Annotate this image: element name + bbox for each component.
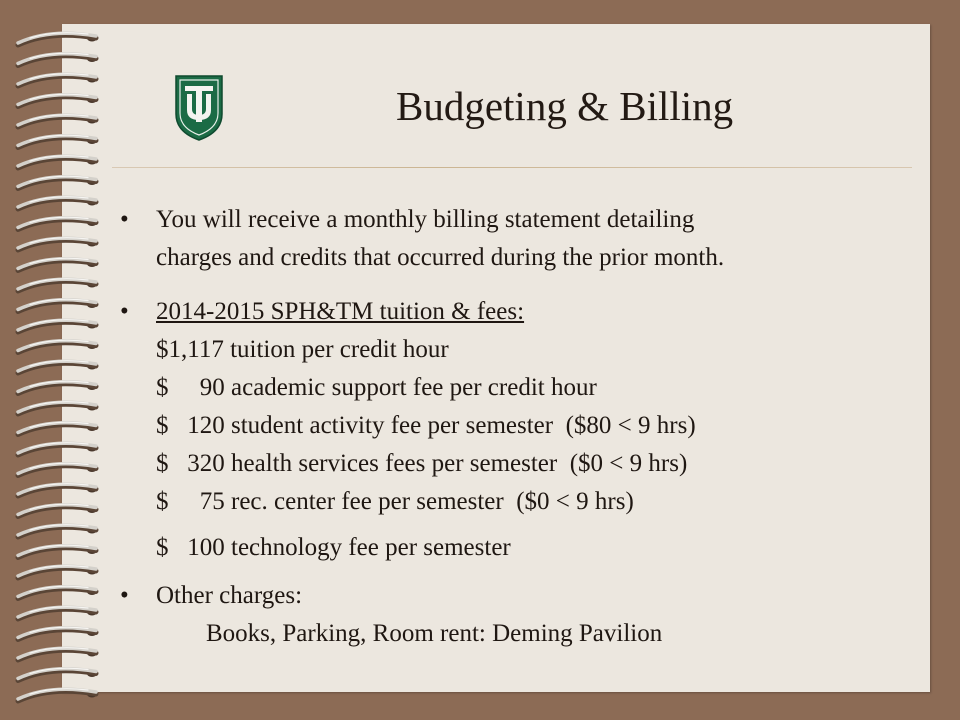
billing-line-1: You will receive a monthly billing statement detailing (156, 206, 695, 233)
fee-line-technology: $ 100 technology fee per semester (156, 534, 511, 561)
bullet-item-other-charges (120, 576, 910, 656)
spiral-coil (18, 504, 97, 516)
bullet-marker: • (120, 206, 129, 233)
spiral-coil (18, 443, 97, 455)
spiral-coil (18, 607, 97, 619)
tulane-shield-logo (174, 74, 224, 142)
other-charges-heading: Other charges: (156, 582, 303, 609)
spiral-coil (18, 689, 97, 701)
spiral-coil (18, 299, 97, 311)
spiral-coil (18, 94, 97, 106)
other-charges-detail: Books, Parking, Room rent: Deming Pavilion (156, 620, 663, 647)
spiral-coil (18, 279, 97, 291)
spiral-coil (18, 381, 97, 393)
spiral-coil (18, 156, 97, 168)
spiral-coil (18, 627, 97, 639)
spiral-binding (0, 0, 124, 720)
fee-line-health-services: $ 320 health services fees per semester ($0 < 9 hrs) (156, 450, 688, 477)
spiral-coil (18, 525, 97, 537)
spiral-coil (18, 74, 97, 86)
fee-line-tuition: $1,117 tuition per credit hour (156, 336, 449, 363)
spiral-coil (18, 176, 97, 188)
bullet-marker: • (120, 582, 129, 609)
spiral-coil (18, 320, 97, 332)
spiral-coil (18, 135, 97, 147)
spiral-coil (18, 197, 97, 209)
spiral-coil (18, 33, 97, 45)
slide-title: Budgeting & Billing (396, 83, 734, 129)
spiral-coil (18, 340, 97, 352)
tuition-heading: 2014-2015 SPH&TM tuition & fees: (156, 298, 525, 325)
spiral-coil (18, 463, 97, 475)
spiral-coil (18, 115, 97, 127)
spiral-coil (18, 402, 97, 414)
spiral-coil (18, 217, 97, 229)
spiral-coil (18, 648, 97, 660)
spiral-coil (18, 484, 97, 496)
spiral-coil (18, 566, 97, 578)
bullet-marker: • (120, 298, 129, 325)
fee-line-student-activity: $ 120 student activity fee per semester ($80 < 9 hrs) (156, 412, 696, 439)
spiral-coil (18, 586, 97, 598)
bullet-item-billing (120, 200, 910, 280)
spiral-coil (18, 258, 97, 270)
fee-line-rec-center: $ 75 rec. center fee per semester ($0 < 9 hrs) (156, 488, 634, 515)
bullet-item-tuition (120, 292, 910, 572)
spiral-coil (18, 238, 97, 250)
spiral-coil (18, 668, 97, 680)
title-divider (112, 167, 912, 168)
billing-line-2: charges and credits that occurred during the prior month. (156, 244, 725, 271)
fee-line-academic-support: $ 90 academic support fee per credit hour (156, 374, 597, 401)
spiral-coil (18, 53, 97, 65)
spiral-coil (18, 361, 97, 373)
spiral-coil (18, 422, 97, 434)
spiral-coil (18, 545, 97, 557)
